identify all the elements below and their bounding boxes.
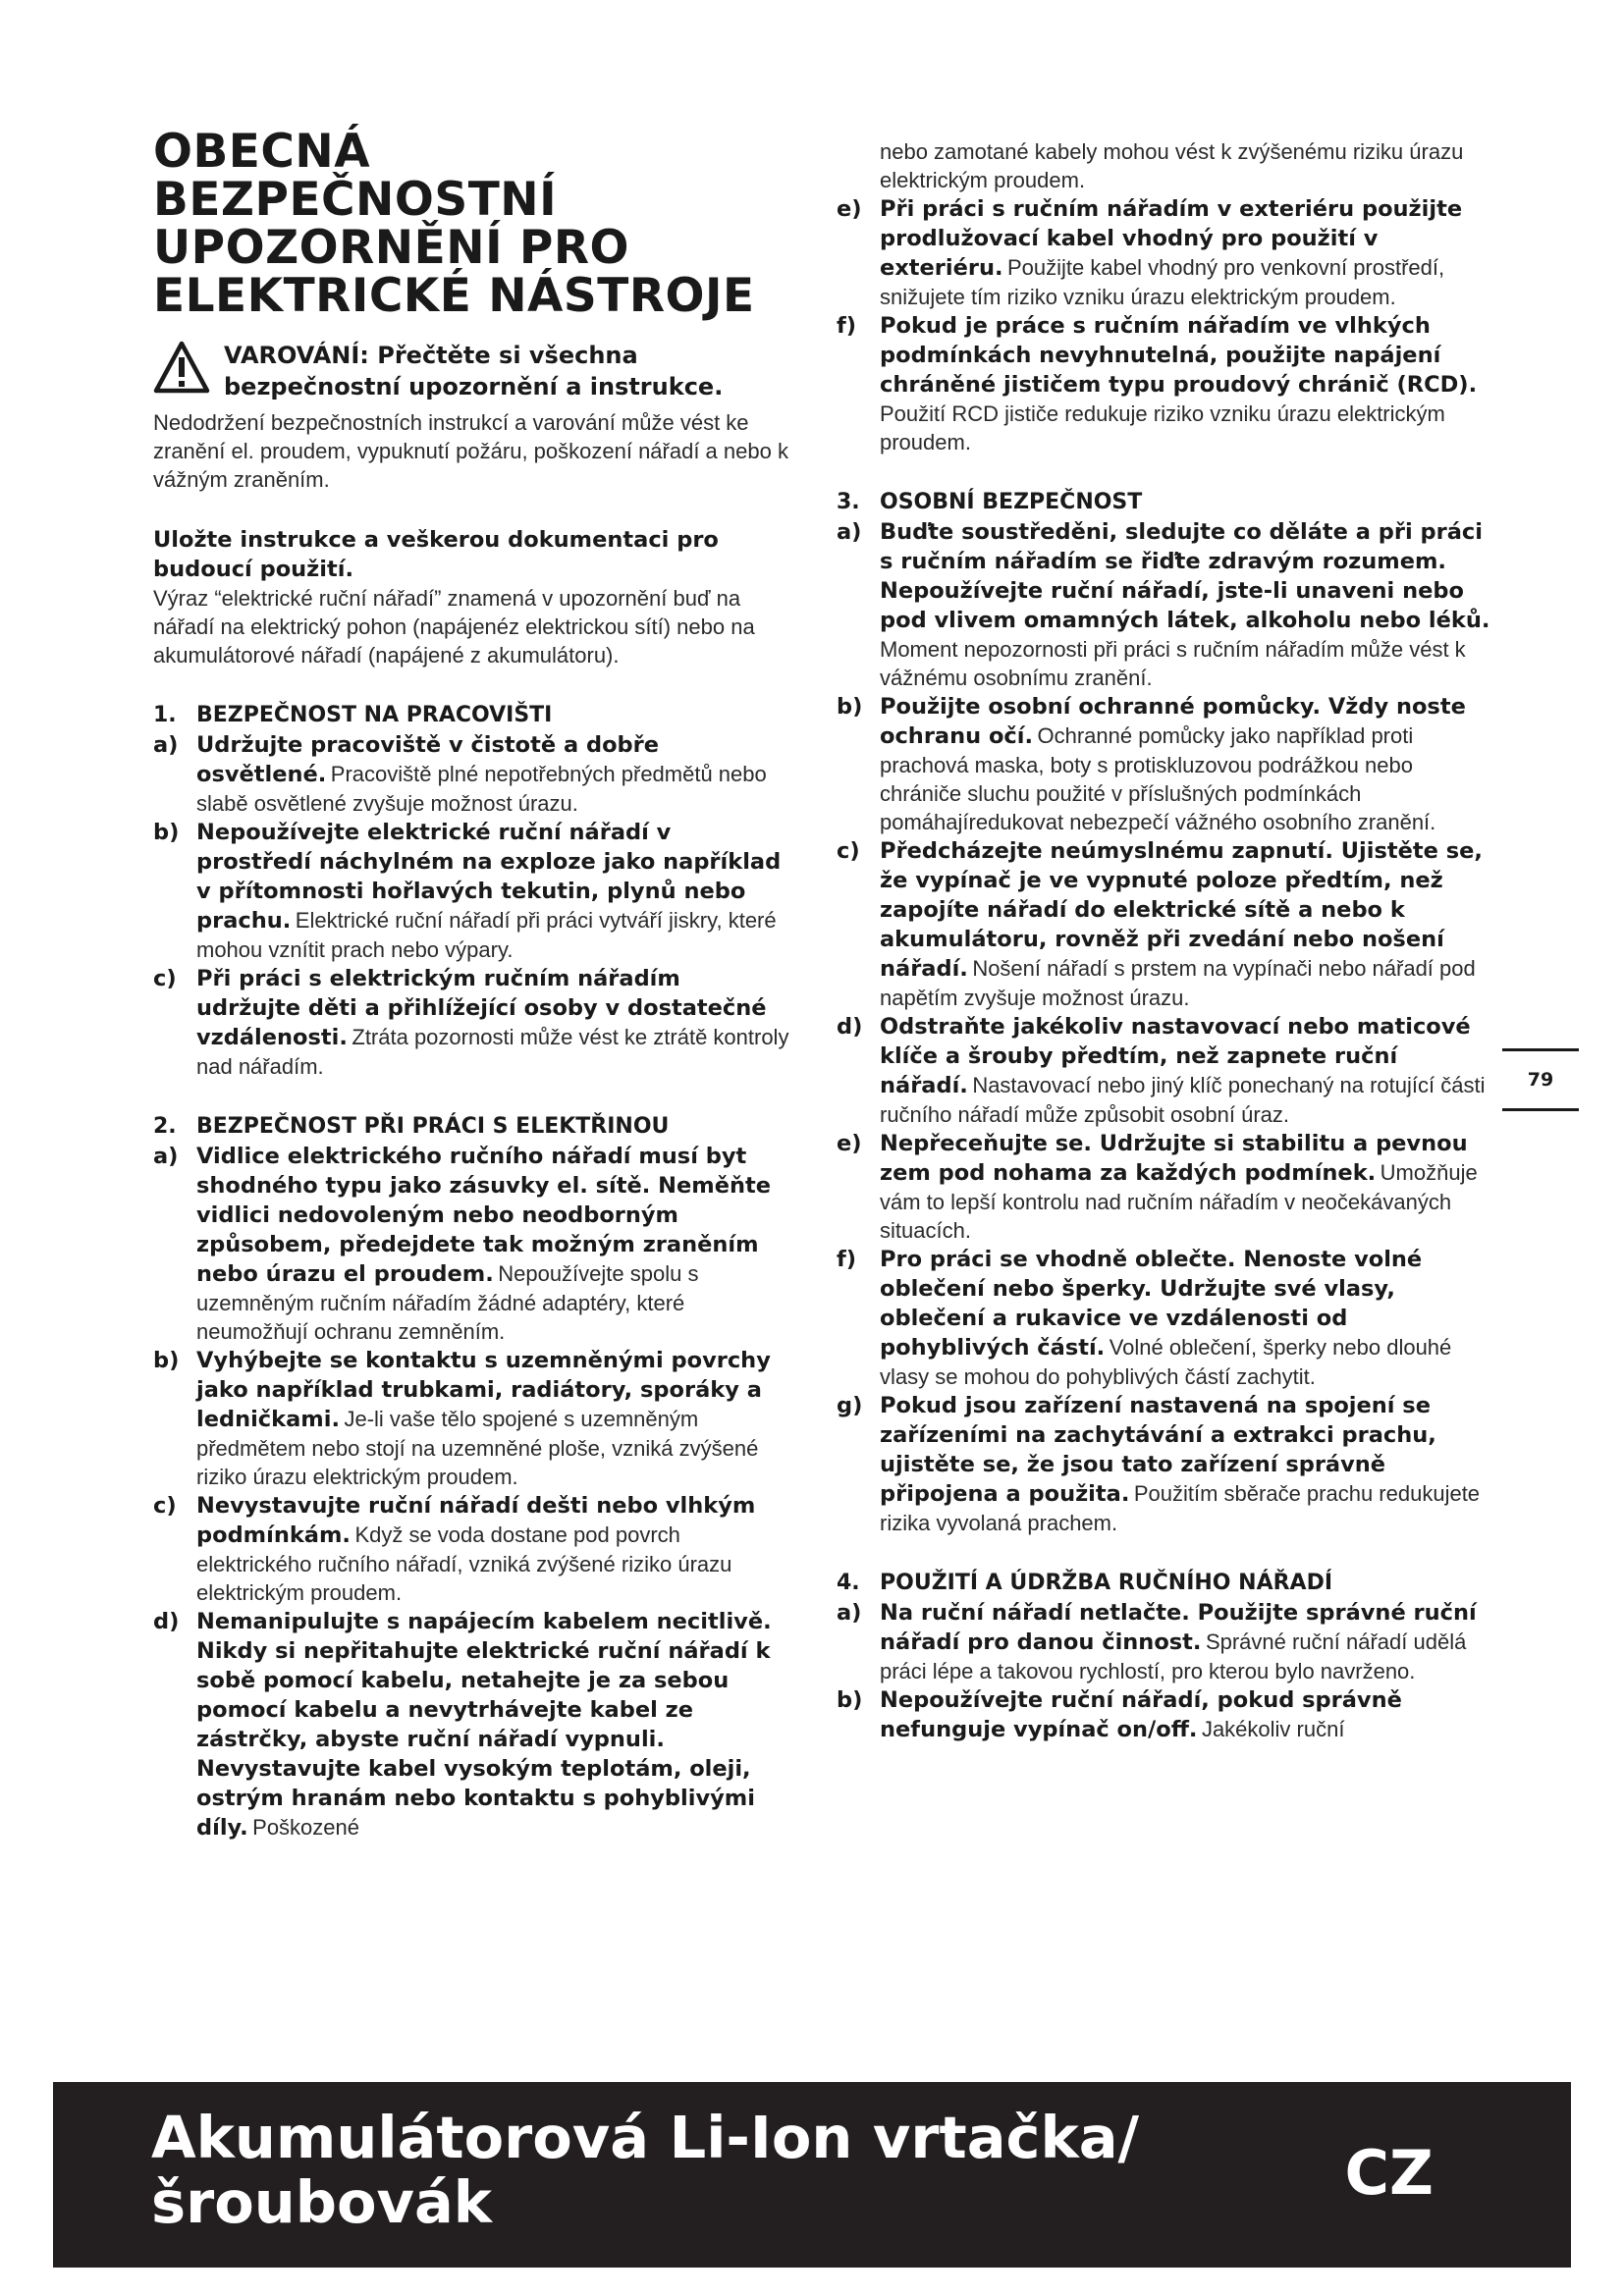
title-line: BEZPEČNOSTNÍ [153, 173, 558, 227]
save-instructions-body: Výraz “elektrické ruční nářadí” znamená v upozornění buď na nářadí na elektrický pohon (napájenéz elektrickou sítí) nebo na akumulátorové nářadí (napájené z akumulátoru). [153, 586, 755, 667]
language-code: CZ [1344, 2137, 1434, 2209]
divider [1502, 1108, 1579, 1111]
section-heading: 2. BEZPEČNOST PŘI PRÁCI S ELEKTŘINOU [153, 1114, 670, 1139]
list-item: e) Při práci s ručním nářadím v exteriéru použijte prodlužovací kabel vhodný pro použití v exteriéru. Použijte kabel vhodný pro venkovní prostředí, snižujete tím riziko vzniku úrazu elektrickým proudem. [837, 196, 1463, 309]
page-number: 79 [1527, 1069, 1554, 1091]
warning-heading: VAROVÁNÍ: Přečtěte si všechna bezpečnostní upozornění a instrukce. [224, 342, 724, 400]
list-item: c) Předcházejte neúmyslnému zapnutí. Ujistěte se, že vypínač je ve vypnuté poloze předtím, než zapojíte nářadí do elektrické sítě a nebo k akumulátoru, rovněž při zvedání nebo nošení nářadí. Nošení nářadí s prstem na vypínači nebo nářadí pod napětím zvyšuje možnost úrazu. [837, 838, 1483, 1010]
right-column [837, 137, 1492, 1744]
list-item: a) Na ruční nářadí netlačte. Použijte správné ruční nářadí pro danou činnost. Správné ruční nářadí udělá práci lépe a takovou rychlostí, pro kterou bylo navrženo. [837, 1600, 1477, 1683]
section-heading: 1. BEZPEČNOST NA PRACOVIŠTI [153, 703, 553, 727]
page-title [153, 125, 791, 323]
list-item: c) Nevystavujte ruční nářadí dešti nebo vlhkým podmínkám. Když se voda dostane pod povrch elektrického ručního nářadí, vzniká zvýšené riziko úrazu elektrickým proudem. [153, 1493, 756, 1605]
warning-body: Nedodržení bezpečnostních instrukcí a varování může vést ke zranění el. proudem, vypuknutí požáru, poškození nářadí a nebo k vážným zraněním. [153, 410, 788, 492]
list-item: b) Použijte osobní ochranné pomůcky. Vždy noste ochranu očí. Ochranné pomůcky jako například proti prachová maska, boty s protiskluzovou podrážkou nebo chrániče sluchu použité v příslušných podmínkách pomáhajíredukovat nebezpečí vážného osobního zranění. [837, 694, 1466, 834]
list-item: b) Nepoužívejte elektrické ruční nářadí v prostředí náchylném na exploze jako například v přítomnosti hořlavých tekutin, plynů nebo prachu. Elektrické ruční nářadí při práci vytváří jiskry, které mohou vznítit prach nebo výpary. [153, 820, 782, 962]
list-item: c) Při práci s elektrickým ručním nářadím udržujte děti a přihlížející osoby v dostatečné vzdálenosti. Ztráta pozornosti může vést ke ztrátě kontroly nad nářadím. [153, 966, 789, 1079]
left-column [153, 125, 791, 1842]
section-heading: 4. POUŽITÍ A ÚDRŽBA RUČNÍHO NÁŘADÍ [837, 1571, 1333, 1595]
title-line: ELEKTRICKÉ NÁSTROJE [153, 269, 755, 323]
list-item: f) Pro práci se vhodně oblečte. Nenoste volné oblečení nebo šperky. Udržujte své vlasy, oblečení a rukavice ve vzdálenosti od pohyblivých částí. Volné oblečení, šperky nebo dlouhé vlasy se mohou do pohyblivých částí zachytit. [837, 1247, 1452, 1389]
title-line: UPOZORNĚNÍ PRO [153, 221, 630, 275]
save-instructions-heading: Uložte instrukce a veškerou dokumentaci pro budoucí použití. [153, 527, 719, 582]
list-item: a) Udržujte pracoviště v čistotě a dobře osvětlené. Pracoviště plné nepotřebných předmětů nebo slabě osvětlené zvyšuje možnost úrazu. [153, 732, 767, 816]
list-item: a) Vidlice elektrického ručního nářadí musí byt shodného typu jako zásuvky el. sítě. Neměňte vidlici nedovoleným nebo neodborným způsobem, předejdete tak možným zraněním nebo úrazu el proudem. Nepoužívejte spolu s uzemněným ručním nářadím žádné adaptéry, které neumožňují ochranu zemněním. [153, 1144, 771, 1344]
title-line: OBECNÁ [153, 125, 371, 179]
list-item: d) Odstraňte jakékoliv nastavovací nebo maticové klíče a šrouby předtím, než zapnete ruční nářadí. Nastavovací nebo jiný klíč ponechaný na rotující části ručního nářadí může způsobit osobní úraz. [837, 1014, 1486, 1127]
list-item: a) Buďte soustředěni, sledujte co děláte a při práci s ručním nářadím se řiďte zdravým rozumem. Nepoužívejte ruční nářadí, jste-li unaveni nebo pod vlivem omamných látek, alkoholu nebo léků. Moment nepozornosti při práci s ručním nářadím může vést k vážnému osobnímu zranění. [837, 519, 1490, 690]
list-item: g) Pokud jsou zařízení nastavená na spojení se zařízeními na zachytávání a extrakci prachu, ujistěte se, že jsou tato zařízení správně připojena a použita. Použitím sběrače prachu redukujete rizika vyvolaná prachem. [837, 1393, 1481, 1535]
section-heading: 3. OSOBNÍ BEZPEČNOST [837, 490, 1143, 514]
footer-banner [53, 2082, 1571, 2268]
list-item: d) Nemanipulujte s napájecím kabelem necitlivě. Nikdy si nepřitahujte elektrické ruční nářadí k sobě pomocí kabelu, netahejte je za sebou pomocí kabelu a nevytrhávejte kabel ze zástrčky, abyste ruční nářadí vypnuli. Nevystavujte kabel vysokým teplotám, oleji, ostrým hranám nebo kontaktu s pohyblivými díly. Poškozené [153, 1609, 772, 1841]
list-item: e) Nepřeceňujte se. Udržujte si stabilitu a pevnou zem pod nohama za každých podmínek. Umožňuje vám to lepší kontrolu nad ručním nářadím v neočekávaných situacích. [837, 1131, 1478, 1243]
product-title: Akumulátorová Li-Ion vrtačka/ šroubovák [151, 2104, 1140, 2236]
warning-block [153, 340, 791, 402]
continued-text: nebo zamotané kabely mohou vést k zvýšenému riziku úrazu elektrickým proudem. [880, 139, 1464, 192]
list-item: b) Vyhýbejte se kontaktu s uzemněnými povrchy jako například trubkami, radiátory, sporáky a ledničkami. Je-li vaše tělo spojené s uzemněným předmětem nebo stojí na uzemněné ploše, vzniká zvýšené riziko úrazu elektrickým proudem. [153, 1348, 771, 1489]
list-item: b) Nepoužívejte ruční nářadí, pokud správně nefunguje vypínač on/off. Jakékoliv ruční [837, 1687, 1402, 1742]
page-number-marker [1502, 1048, 1579, 1111]
list-item: f) Pokud je práce s ručním nářadím ve vlhkých podmínkách nevyhnutelná, použijte napájení chráněné jističem typu proudový chránič (RCD). Použití RCD jističe redukuje riziko vzniku úrazu elektrickým proudem. [837, 313, 1478, 454]
warning-triangle-icon [153, 340, 210, 395]
